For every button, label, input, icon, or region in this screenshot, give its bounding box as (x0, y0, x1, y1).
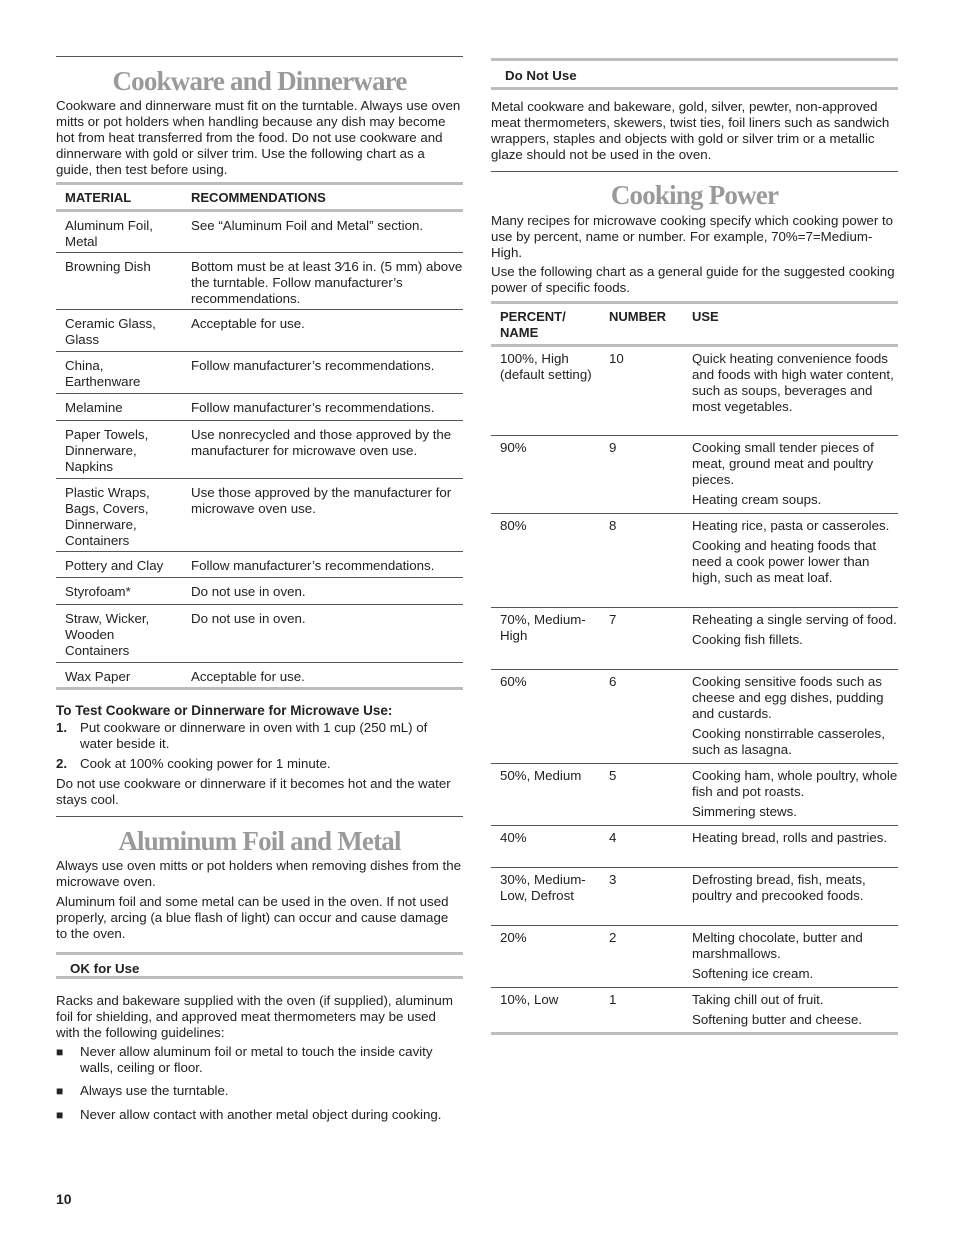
recommendation-cell: Bottom must be at least 3⁄16 in. (5 mm) above the turntable. Follow manufacturer’s recommendations. (191, 259, 463, 306)
material-cell: Aluminum Foil, Metal (65, 218, 153, 249)
table-row (56, 605, 463, 663)
use-text: Cooking fish fillets. (692, 632, 803, 647)
table-row (56, 479, 463, 552)
table-row (491, 346, 898, 436)
use-cell (683, 988, 898, 1034)
use-cell (683, 826, 898, 868)
material-cell: Melamine (65, 400, 123, 415)
recommendation-cell: Follow manufacturer’s recommendations. (191, 558, 435, 573)
material-cell: China, Earthenware (65, 358, 141, 389)
use-column-header: USE (692, 309, 719, 324)
percent-name-cell: 90% (500, 440, 527, 455)
foil-para-2: Aluminum foil and some metal can be used in the oven. If not used properly, arcing (a blue flash of light) can occur and cause damage to the oven. (56, 894, 449, 941)
number-cell: 10 (609, 351, 624, 366)
table-row (56, 352, 463, 394)
use-cell (683, 926, 898, 988)
top-rule (56, 56, 463, 57)
test-note: Do not use cookware or dinnerware if it becomes hot and the water stays cool. (56, 776, 451, 807)
do-not-use-label: Do Not Use (505, 68, 577, 83)
percent-name-cell: 70%, Medium-High (500, 612, 586, 643)
table-row (491, 988, 898, 1034)
cookware-heading: Cookware and Dinnerware (112, 66, 407, 96)
do-not-use-text: Metal cookware and bakeware, gold, silver, pewter, non-approved meat thermometers, skewers, twist ties, foil liners such as sandwich wrappers, staples and objects with gold or silver trim or a metallic glaze should not be used in the oven. (491, 99, 890, 162)
use-text: Heating rice, pasta or casseroles. (692, 518, 890, 533)
step-number: 1. (56, 720, 68, 735)
page-number: 10 (56, 1191, 72, 1207)
number-cell: 7 (609, 612, 617, 627)
bullet-text: Never allow aluminum foil or metal to touch the inside cavity walls, ceiling or floor. (80, 1044, 433, 1075)
material-cell: Plastic Wraps, Bags, Covers, Dinnerware, Containers (65, 485, 150, 548)
table-row (491, 826, 898, 868)
percent-name-cell: 60% (500, 674, 527, 689)
cookware-table (56, 182, 463, 690)
use-cell (683, 514, 898, 608)
bullet-text: Never allow contact with another metal object during cooking. (80, 1107, 442, 1122)
recommendation-cell: Acceptable for use. (191, 316, 305, 331)
use-cell (683, 670, 898, 764)
number-cell: 2 (609, 930, 617, 945)
number-cell: 4 (609, 830, 617, 845)
cookware-intro: Cookware and dinnerware must fit on the turntable. Always use oven mitts or pot holders when handling because any dish may become hot from heat transferred from the food. Do not use cookware and dinnerware with gold or silver trim. Use the following chart as a guide, then test before using. (56, 98, 461, 177)
table-row (491, 670, 898, 764)
table-row (56, 552, 463, 578)
ok-for-use-label: OK for Use (70, 961, 140, 976)
list-item (56, 1083, 463, 1107)
use-text: Cooking and heating foods that need a cook power lower than high, such as meat loaf. (692, 538, 877, 585)
use-cell (683, 764, 898, 826)
number-cell: 9 (609, 440, 617, 455)
table-row (491, 764, 898, 826)
number-cell: 1 (609, 992, 617, 1007)
use-text: Softening butter and cheese. (692, 1012, 863, 1027)
table-row (56, 253, 463, 310)
use-text: Cooking sensitive foods such as cheese and egg dishes, pudding and custards. (692, 674, 884, 721)
use-text: Taking chill out of fruit. (692, 992, 824, 1007)
percent-name-cell: 30%, Medium-Low, Defrost (500, 872, 586, 903)
bullet-icon: ■ (56, 1084, 64, 1098)
do-not-use-heading (491, 58, 898, 90)
foil-para-1: Always use oven mitts or pot holders when removing dishes from the microwave oven. (56, 858, 462, 889)
number-column-header: NUMBER (609, 309, 667, 324)
recommendation-cell: See “Aluminum Foil and Metal” section. (191, 218, 424, 233)
use-cell (683, 868, 898, 926)
power-para-1: Many recipes for microwave cooking specify which cooking power to use by percent, name or number. For example, 70%=7=Medium-High. (491, 213, 894, 260)
step-text: Cook at 100% cooking power for 1 minute. (80, 756, 331, 771)
number-cell: 3 (609, 872, 617, 887)
percent-name-cell: 10%, Low (500, 992, 559, 1007)
material-cell: Pottery and Clay (65, 558, 164, 573)
material-cell: Ceramic Glass, Glass (65, 316, 156, 347)
use-text: Cooking small tender pieces of meat, ground meat and poultry pieces. (692, 440, 874, 487)
table-row (56, 421, 463, 479)
material-cell: Browning Dish (65, 259, 151, 274)
recommendation-cell: Use those approved by the manufacturer for microwave oven use. (191, 485, 452, 516)
percent-name-cell: 80% (500, 518, 527, 533)
table-row (56, 310, 463, 352)
power-table-body (491, 346, 898, 1034)
cooking-power-table (491, 301, 898, 1035)
percent-name-cell: 50%, Medium (500, 768, 582, 783)
material-cell: Styrofoam* (65, 584, 131, 599)
use-text: Defrosting bread, fish, meats, poultry and precooked foods. (692, 872, 866, 903)
use-cell (683, 608, 898, 670)
material-column-header: MATERIAL (65, 190, 132, 205)
cookware-table-body (56, 211, 463, 689)
step-text: Put cookware or dinnerware in oven with 1 cup (250 mL) of water beside it. (80, 720, 428, 751)
table-row (56, 578, 463, 605)
section-rule (491, 171, 898, 172)
table-row (56, 394, 463, 421)
use-cell (683, 436, 898, 514)
use-text: Cooking nonstirrable casseroles, such as lasagna. (692, 726, 885, 757)
bullet-icon: ■ (56, 1108, 64, 1122)
percent-name-cell: 20% (500, 930, 527, 945)
cookware-table-header (56, 184, 463, 211)
use-text: Heating cream soups. (692, 492, 822, 507)
test-steps (56, 720, 463, 772)
power-para-2: Use the following chart as a general guide for the suggested cooking power of specific foods. (491, 264, 895, 295)
test-heading: To Test Cookware or Dinnerware for Microwave Use: (56, 703, 393, 718)
cooking-power-heading: Cooking Power (610, 180, 779, 210)
bullet-icon: ■ (56, 1045, 64, 1059)
use-text: Melting chocolate, butter and marshmallows. (692, 930, 863, 961)
recommendation-cell: Acceptable for use. (191, 669, 305, 684)
material-cell: Wax Paper (65, 669, 131, 684)
foil-heading: Aluminum Foil and Metal (118, 826, 401, 856)
power-table-header (491, 303, 898, 346)
use-text: Softening ice cream. (692, 966, 814, 981)
use-cell (683, 346, 898, 436)
recommendation-cell: Follow manufacturer’s recommendations. (191, 358, 435, 373)
list-item (56, 1107, 463, 1123)
recommendation-cell: Do not use in oven. (191, 611, 306, 626)
recommendations-column-header: RECOMMENDATIONS (191, 190, 326, 205)
material-cell: Paper Towels, Dinnerware, Napkins (65, 427, 149, 474)
step-number: 2. (56, 756, 68, 771)
recommendation-cell: Follow manufacturer’s recommendations. (191, 400, 435, 415)
number-cell: 8 (609, 518, 617, 533)
percent-name-cell: 40% (500, 830, 527, 845)
table-row (491, 926, 898, 988)
use-text: Heating bread, rolls and pastries. (692, 830, 888, 845)
use-text: Quick heating convenience foods and foods with high water content, such as soups, beverages and most vegetables. (692, 351, 894, 414)
table-row (491, 608, 898, 670)
recommendation-cell: Do not use in oven. (191, 584, 306, 599)
percent-name-cell: 100%, High (default setting) (500, 351, 592, 382)
number-cell: 5 (609, 768, 617, 783)
ok-for-use-heading (56, 952, 463, 979)
ok-intro: Racks and bakeware supplied with the oven (if supplied), aluminum foil for shielding, and approved meat thermometers may be used with the following guidelines: (56, 993, 453, 1040)
table-row (56, 211, 463, 253)
table-row (56, 663, 463, 689)
step-item (56, 756, 463, 772)
percent-name-column-header: PERCENT/ NAME (500, 309, 566, 340)
section-rule (56, 816, 463, 817)
step-item (56, 720, 463, 752)
table-row (491, 868, 898, 926)
number-cell: 6 (609, 674, 617, 689)
guidelines-list (56, 1044, 463, 1123)
use-text: Simmering stews. (692, 804, 797, 819)
table-row (491, 436, 898, 514)
recommendation-cell: Use nonrecycled and those approved by the manufacturer for microwave oven use. (191, 427, 452, 458)
list-item (56, 1044, 463, 1083)
bullet-text: Always use the turntable. (80, 1083, 229, 1098)
material-cell: Straw, Wicker, Wooden Containers (65, 611, 150, 658)
table-row (491, 514, 898, 608)
use-text: Reheating a single serving of food. (692, 612, 897, 627)
use-text: Cooking ham, whole poultry, whole fish and pot roasts. (692, 768, 898, 799)
